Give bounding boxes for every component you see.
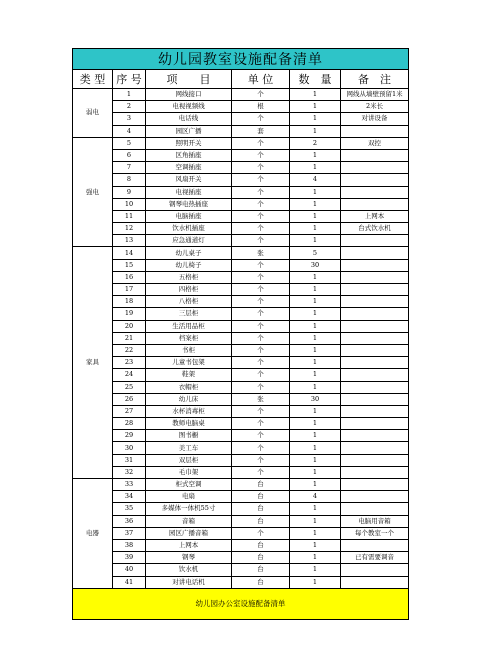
note-cell (341, 418, 409, 430)
unit-cell: 个 (232, 149, 290, 161)
item-cell: 空调插座 (146, 162, 232, 174)
table-row (73, 210, 409, 222)
unit-cell: 个 (232, 235, 290, 247)
number-cell: 14 (113, 247, 146, 259)
unit-cell: 个 (232, 320, 290, 332)
unit-cell: 个 (232, 308, 290, 320)
note-cell (341, 174, 409, 186)
item-cell: 美工车 (146, 442, 232, 454)
quantity-cell: 30 (290, 393, 341, 405)
note-cell: 已有需要调音 (341, 552, 409, 564)
note-cell (341, 344, 409, 356)
item-cell: 区角插座 (146, 149, 232, 161)
unit-cell: 台 (232, 576, 290, 588)
item-cell: 对讲电话机 (146, 576, 232, 588)
number-cell: 24 (113, 369, 146, 381)
quantity-cell: 30 (290, 259, 341, 271)
table-row (73, 284, 409, 296)
number-cell: 21 (113, 332, 146, 344)
quantity-cell: 1 (290, 198, 341, 210)
unit-cell: 个 (232, 223, 290, 235)
unit-cell: 个 (232, 162, 290, 174)
quantity-cell: 2 (290, 137, 341, 149)
quantity-cell: 1 (290, 442, 341, 454)
number-cell: 8 (113, 174, 146, 186)
item-cell: 园区广播音箱 (146, 527, 232, 539)
number-cell: 30 (113, 442, 146, 454)
note-cell (341, 332, 409, 344)
unit-cell: 个 (232, 357, 290, 369)
unit-cell: 个 (232, 381, 290, 393)
item-cell: 多媒体一体机55寸 (146, 503, 232, 515)
unit-cell: 个 (232, 137, 290, 149)
quantity-cell: 1 (290, 320, 341, 332)
note-cell (341, 539, 409, 551)
number-cell: 2 (113, 101, 146, 113)
item-cell: 鞋架 (146, 369, 232, 381)
table-row (73, 344, 409, 356)
quantity-cell: 1 (290, 332, 341, 344)
number-cell: 39 (113, 552, 146, 564)
note-cell (341, 149, 409, 161)
quantity-cell: 1 (290, 344, 341, 356)
table-row (73, 271, 409, 283)
number-cell: 29 (113, 430, 146, 442)
quantity-cell: 1 (290, 552, 341, 564)
note-cell (341, 454, 409, 466)
unit-cell: 台 (232, 564, 290, 576)
quantity-cell: 4 (290, 174, 341, 186)
number-cell: 35 (113, 503, 146, 515)
quantity-cell: 1 (290, 381, 341, 393)
table-row (73, 503, 409, 515)
number-cell: 34 (113, 491, 146, 503)
table-row (73, 296, 409, 308)
unit-cell: 张 (232, 247, 290, 259)
note-cell (341, 247, 409, 259)
note-cell (341, 284, 409, 296)
unit-cell: 个 (232, 271, 290, 283)
number-cell: 17 (113, 284, 146, 296)
number-cell: 9 (113, 186, 146, 198)
number-cell: 7 (113, 162, 146, 174)
note-cell (341, 186, 409, 198)
number-cell: 31 (113, 454, 146, 466)
table-row (73, 113, 409, 125)
table-row (73, 418, 409, 430)
table-row (73, 259, 409, 271)
item-cell: 柜式空调 (146, 479, 232, 491)
note-cell (341, 259, 409, 271)
quantity-cell: 1 (290, 539, 341, 551)
table-row (73, 198, 409, 210)
item-cell: 八格柜 (146, 296, 232, 308)
quantity-cell: 1 (290, 357, 341, 369)
item-cell: 教师电脑桌 (146, 418, 232, 430)
unit-cell: 个 (232, 454, 290, 466)
number-cell: 38 (113, 539, 146, 551)
table-row (73, 149, 409, 161)
number-cell: 10 (113, 198, 146, 210)
item-cell: 饮水机 (146, 564, 232, 576)
item-cell: 图书橱 (146, 430, 232, 442)
table-row (73, 174, 409, 186)
item-cell: 照明开关 (146, 137, 232, 149)
note-cell (341, 466, 409, 478)
number-cell: 28 (113, 418, 146, 430)
table-row (73, 442, 409, 454)
item-cell: 幼儿桌子 (146, 247, 232, 259)
number-cell: 11 (113, 210, 146, 222)
table-row (73, 491, 409, 503)
quantity-cell: 1 (290, 564, 341, 576)
note-cell (341, 320, 409, 332)
item-cell: 电扇 (146, 491, 232, 503)
header-number: 序 号 (113, 70, 146, 89)
item-cell: 电视视频线 (146, 101, 232, 113)
table-row (73, 308, 409, 320)
unit-cell: 台 (232, 491, 290, 503)
item-cell: 电视插座 (146, 186, 232, 198)
item-cell: 音箱 (146, 515, 232, 527)
quantity-cell: 1 (290, 515, 341, 527)
quantity-cell: 1 (290, 369, 341, 381)
table-row (73, 564, 409, 576)
note-cell (341, 296, 409, 308)
quantity-cell: 1 (290, 125, 341, 137)
item-cell: 水杯消毒柜 (146, 405, 232, 417)
number-cell: 27 (113, 405, 146, 417)
item-cell: 五格柜 (146, 271, 232, 283)
quantity-cell: 1 (290, 210, 341, 222)
item-cell: 钢琴电热插座 (146, 198, 232, 210)
table-row (73, 320, 409, 332)
header-unit: 单 位 (232, 70, 290, 89)
unit-cell: 台 (232, 552, 290, 564)
item-cell: 电话线 (146, 113, 232, 125)
table-row (73, 332, 409, 344)
note-cell: 对讲设备 (341, 113, 409, 125)
number-cell: 16 (113, 271, 146, 283)
table-row (73, 479, 409, 491)
note-cell (341, 491, 409, 503)
unit-cell: 个 (232, 284, 290, 296)
unit-cell: 个 (232, 442, 290, 454)
item-cell: 毛巾架 (146, 466, 232, 478)
quantity-cell: 4 (290, 491, 341, 503)
unit-cell: 个 (232, 186, 290, 198)
unit-cell: 个 (232, 418, 290, 430)
header-note: 备 注 (341, 70, 409, 89)
table-row (73, 162, 409, 174)
quantity-cell: 1 (290, 503, 341, 515)
unit-cell: 个 (232, 89, 290, 101)
table-row (73, 430, 409, 442)
note-cell: 台式饮水机 (341, 223, 409, 235)
number-cell: 12 (113, 223, 146, 235)
note-cell (341, 125, 409, 137)
number-cell: 15 (113, 259, 146, 271)
number-cell: 26 (113, 393, 146, 405)
number-cell: 33 (113, 479, 146, 491)
quantity-cell: 1 (290, 466, 341, 478)
unit-cell: 个 (232, 259, 290, 271)
category-cell: 电器 (73, 479, 113, 589)
table-row (73, 125, 409, 137)
header-quantity: 数 量 (290, 70, 341, 89)
note-cell (341, 576, 409, 588)
table-row (73, 454, 409, 466)
quantity-cell: 1 (290, 149, 341, 161)
quantity-cell: 1 (290, 284, 341, 296)
unit-cell: 个 (232, 210, 290, 222)
unit-cell: 个 (232, 369, 290, 381)
quantity-cell: 1 (290, 89, 341, 101)
note-cell: 上网本 (341, 210, 409, 222)
item-cell: 书柜 (146, 344, 232, 356)
note-cell (341, 405, 409, 417)
number-cell: 40 (113, 564, 146, 576)
quantity-cell: 1 (290, 479, 341, 491)
quantity-cell: 1 (290, 527, 341, 539)
unit-cell: 个 (232, 344, 290, 356)
category-cell: 家具 (73, 247, 113, 479)
note-cell: 网线从墙壁预留1米 (341, 89, 409, 101)
table-row (73, 405, 409, 417)
unit-cell: 个 (232, 405, 290, 417)
quantity-cell: 1 (290, 405, 341, 417)
note-cell (341, 369, 409, 381)
unit-cell: 张 (232, 393, 290, 405)
quantity-cell: 1 (290, 576, 341, 588)
unit-cell: 台 (232, 515, 290, 527)
header-type: 类 型 (73, 70, 113, 89)
footer-next-list-title: 幼儿园办公室设施配备清单 (73, 588, 409, 619)
quantity-cell: 5 (290, 247, 341, 259)
number-cell: 13 (113, 235, 146, 247)
category-cell: 弱电 (73, 89, 113, 138)
table-row (73, 515, 409, 527)
item-cell: 风扇开关 (146, 174, 232, 186)
note-cell: 2米长 (341, 101, 409, 113)
note-cell (341, 479, 409, 491)
category-cell: 强电 (73, 137, 113, 247)
unit-cell: 个 (232, 466, 290, 478)
quantity-cell: 1 (290, 223, 341, 235)
note-cell (341, 393, 409, 405)
table-row (73, 89, 409, 101)
item-cell: 幼儿椅子 (146, 259, 232, 271)
number-cell: 1 (113, 89, 146, 101)
item-cell: 双层柜 (146, 454, 232, 466)
note-cell (341, 357, 409, 369)
unit-cell: 台 (232, 539, 290, 551)
quantity-cell: 1 (290, 271, 341, 283)
item-cell: 钢琴 (146, 552, 232, 564)
note-cell (341, 430, 409, 442)
item-cell: 应急通道灯 (146, 235, 232, 247)
item-cell: 上网本 (146, 539, 232, 551)
quantity-cell: 1 (290, 101, 341, 113)
note-cell (341, 271, 409, 283)
equipment-table (72, 48, 409, 620)
table-row (73, 393, 409, 405)
quantity-cell: 1 (290, 296, 341, 308)
number-cell: 25 (113, 381, 146, 393)
note-cell (341, 442, 409, 454)
note-cell (341, 235, 409, 247)
unit-cell: 台 (232, 503, 290, 515)
number-cell: 6 (113, 149, 146, 161)
table-row (73, 552, 409, 564)
note-cell: 电脑用音箱 (341, 515, 409, 527)
item-cell: 档案柜 (146, 332, 232, 344)
table-row (73, 369, 409, 381)
table-row (73, 223, 409, 235)
item-cell: 三层柜 (146, 308, 232, 320)
note-cell: 双控 (341, 137, 409, 149)
sheet-title: 幼儿园教室设施配备清单 (73, 49, 409, 70)
item-cell: 生活用品柜 (146, 320, 232, 332)
unit-cell: 个 (232, 174, 290, 186)
number-cell: 5 (113, 137, 146, 149)
table-row (73, 186, 409, 198)
table-row (73, 576, 409, 588)
unit-cell: 个 (232, 113, 290, 125)
item-cell: 四格柜 (146, 284, 232, 296)
table-row (73, 101, 409, 113)
note-cell (341, 381, 409, 393)
note-cell (341, 503, 409, 515)
table-row (73, 466, 409, 478)
table-row (73, 137, 409, 149)
number-cell: 20 (113, 320, 146, 332)
quantity-cell: 1 (290, 418, 341, 430)
number-cell: 22 (113, 344, 146, 356)
item-cell: 幼儿床 (146, 393, 232, 405)
item-cell: 电脑插座 (146, 210, 232, 222)
equipment-list-sheet (72, 48, 408, 620)
table-row (73, 357, 409, 369)
quantity-cell: 1 (290, 186, 341, 198)
quantity-cell: 1 (290, 235, 341, 247)
unit-cell: 个 (232, 198, 290, 210)
number-cell: 18 (113, 296, 146, 308)
table-row (73, 539, 409, 551)
header-item: 项 目 (146, 70, 232, 89)
table-row (73, 235, 409, 247)
item-cell: 园区广播 (146, 125, 232, 137)
number-cell: 4 (113, 125, 146, 137)
number-cell: 23 (113, 357, 146, 369)
note-cell: 每个教室一个 (341, 527, 409, 539)
table-row (73, 527, 409, 539)
item-cell: 网线接口 (146, 89, 232, 101)
quantity-cell: 1 (290, 454, 341, 466)
quantity-cell: 1 (290, 308, 341, 320)
number-cell: 37 (113, 527, 146, 539)
unit-cell: 套 (232, 125, 290, 137)
table-row (73, 247, 409, 259)
quantity-cell: 1 (290, 162, 341, 174)
item-cell: 儿童书包架 (146, 357, 232, 369)
quantity-cell: 1 (290, 430, 341, 442)
item-cell: 衣帽柜 (146, 381, 232, 393)
table-row (73, 381, 409, 393)
unit-cell: 个 (232, 527, 290, 539)
unit-cell: 个 (232, 430, 290, 442)
number-cell: 41 (113, 576, 146, 588)
unit-cell: 根 (232, 101, 290, 113)
table-body (73, 89, 409, 589)
unit-cell: 台 (232, 479, 290, 491)
note-cell (341, 564, 409, 576)
note-cell (341, 308, 409, 320)
unit-cell: 个 (232, 332, 290, 344)
item-cell: 饮水机插座 (146, 223, 232, 235)
number-cell: 3 (113, 113, 146, 125)
unit-cell: 个 (232, 296, 290, 308)
quantity-cell: 1 (290, 113, 341, 125)
number-cell: 19 (113, 308, 146, 320)
note-cell (341, 198, 409, 210)
number-cell: 32 (113, 466, 146, 478)
number-cell: 36 (113, 515, 146, 527)
note-cell (341, 162, 409, 174)
